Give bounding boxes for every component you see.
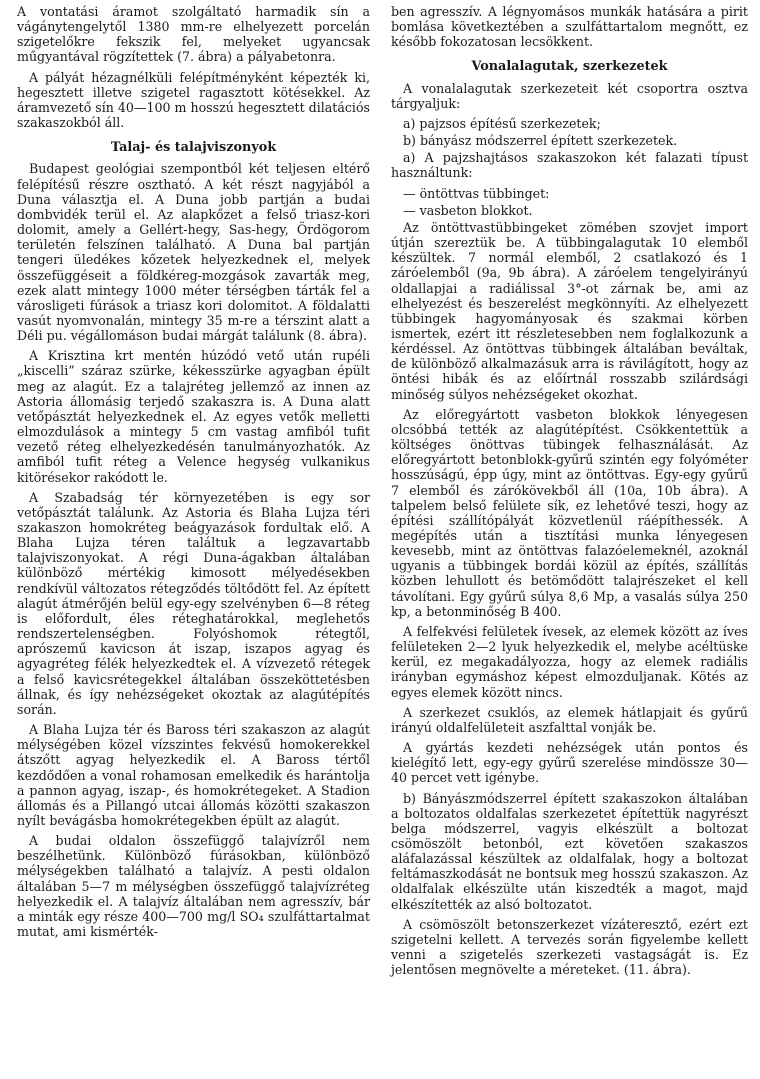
paragraph: Az előregyártott vasbeton blokkok lényegesen olcsóbbá tették az alagútépítést. Csökkentettük a költséges önöttvas tübingek felhasználását. Az előregyártott betonblokk-gyűrű szintén egy folyóméter hosszúságú, épp úgy, mint az öntöttvas. Egy-egy gyűrű 7 elemből és zárókövekből áll (10a, 10b ábra). A talpelem belső felülete sík, ez lehetővé teszi, hogy az építési szállítópályát közvetlenül ráépíthessék. A megépítés után a tisztítási munka lényegesen kevesebb, mint az öntöttvas falazóelemeknél, azoknál ugyanis a tübbingek bordái közül az építés, szállítás közben lehullott és betömődött talajrészeket el kell távolítani. Egy gyűrű súlya 8,6 Mp, a vasalás súlya 250 kp, a betonminőség B 400. — [391, 406, 748, 619]
list-item: a) pajzsos építésű szerkezetek; — [403, 115, 601, 131]
paragraph: A szerkezet csuklós, az elemek hátlapjait és gyűrű irányú oldalfelületeit aszfalttal vonják be. — [391, 704, 748, 735]
paragraph: A Blaha Lujza tér és Baross téri szakaszon az alagút mélységében közel vízszintes fekvésű homokerekkel átszőtt agyag helyezkedik el. A Baross tértől kezdődően a vonal rohamosan emelkedik és harántolja a pannon agyag, iszap-, és homokrétegeket. A Stadion állomás és a Pillangó utcai állomás közötti szakaszon nyílt bevágásba homokrétegekben épült az alagút. — [17, 722, 370, 828]
paragraph: A vonalalagutak szerkezeteit két csoportra osztva tárgyaljuk: — [391, 80, 748, 111]
left-column — [17, 4, 370, 944]
paragraph: a) A pajzshajtásos szakaszokon két falazati típust használtunk: — [391, 150, 748, 181]
paragraph: Az öntöttvastübbingeket zömében szovjet import útján szereztük be. A tübbingalagutak 10 elemből készültek. 7 normál elemből, 2 csatlakozó és 1 záróelemből (9a, 9b ábra). A záróelem tengelyirányú oldallapjai a radiálissal 3°-ot zárnak be, ami az elhelyezést és beszerelést megkönnyíti. Az elhelyezett tübbingek hagyományosak és szakmai körben ismertek, ezért itt részletesebben nem foglalkozunk a kérdéssel. Az öntöttvas tübbingek általában beváltak, de különböző alkalmazásuk arra is rávilágított, hogy az öntési hibák és az előírtnál rosszabb szilárdsági minőség súlyos nehézségeket okozhat. — [391, 219, 748, 402]
paragraph: ben agresszív. A légnyomásos munkák hatására a pirit bomlása következtében a szulfáttartalom megnőtt, ez később fokozatosan lecsökkent. — [391, 4, 748, 50]
paragraph: A gyártás kezdeti nehézségek után pontos és kielégítő lett, egy-egy gyűrű szerelése mindössze 30—40 percet vett igénybe. — [391, 740, 748, 786]
paragraph: A csömöszölt betonszerkezet vízáteresztő, ezért ezt szigetelni kellett. A tervezés során figyelembe kellett venni a szigetelés szerkezeti vastagságát is. Ez jelentősen megnövelte a méreteket. (11. ábra). — [391, 916, 748, 978]
paragraph: Budapest geológiai szempontból két teljesen eltérő felépítésű részre osztható. A két részt nagyjából a Duna választja el. A Duna jobb partján a budai dombvidék terül el. Az alapkőzet a felső triasz-kori dolomit, amely a Gellért-hegy, Sas-hegy, Ördögorom területén felszínen található. A Duna bal partján tengeri üledékes kőzetek helyezkednek el, melyek összefüggéseit a földkéreg-mozgások zavarták meg, ezek alatt mintegy 1000 méter térségben tárták fel a városligeti fúrások a triasz kori dolomitot. A földalatti vasút nyomvonalán, mintegy 35 m-re a térszint alatt a Déli pu. végállomáson budai márgát találunk (8. ábra). — [17, 161, 370, 344]
list-item: b) bányász módszerrel épített szerkezetek. — [403, 133, 678, 149]
paragraph: A Krisztina krt mentén húzódó vető után rupéli „kiscelli” száraz szürke, kékesszürke agyagban épült meg az alagút. Ez a talajréteg jellemző az innen az Astoria állomásig terjedő szakaszra is. A Duna alatt vetőpásztát helyezkednek el. Az egyes vetők melletti elmozdulások a mintegy 5 cm vastag amfiból tufit vezető réteg elhelyezkedésén tanulmányozhatók. Az amfiból tufit réteg a Velence hegység vulkanikus kitörésekor rakódott le. — [17, 348, 370, 485]
paragraph: A Szabadság tér környezetében is egy sor vetőpásztát találunk. Az Astoria és Blaha Lujza téri szakaszon homokréteg beágyazások fordultak elő. A Blaha Lujza téren találtuk a legzavartabb talajviszonyokat. A régi Duna-ágakban általában különböző mértékig kimosott mélyedésekben rendkívül változatos rétegződés töltődött fel. Az épített alagút átmérőjén belül egy-egy szelvényben 6—8 réteg is előfordult, éles réteghatárokkal, meglehetős rendszertelenségben. Folyóshomok rétegtől, aprószemű kavicson át iszap, iszapos agyag és agyagréteg félék helyezkedtek el. A vízvezető rétegek a felső kavicsrétegekkel általában összeköttetésben állnak, és így nehézségeket okoztak az alagútépítés során. — [17, 489, 370, 717]
paragraph: A pályát hézagnélküli felépítményként képezték ki, hegesztett illetve szigetel ragasztott kötésekkel. Az áramvezető sín 40—100 m hosszú hegesztett dilatációs szakaszokból áll. — [17, 69, 370, 131]
right-column — [391, 4, 748, 982]
paragraph: A felfekvési felületek ívesek, az elemek között az íves felületeken 2—2 lyuk helyezkedik el, melybe acéltüske kerül, ez megakadályozza, hogy az elemek radiális irányban egymáshoz képest elmozduljanak. Kötés az egyes elemek között nincs. — [391, 623, 748, 700]
paragraph: A vontatási áramot szolgáltató harmadik sín a vágánytengelytől 1380 mm-re elhelyezett porcelán szigetelőkre fekszik fel, melyeket ugyancsak műgyantával rögzítettek (7. ábra) a pályabetonra. — [17, 4, 370, 65]
list-item: — öntöttvas tübbinget: — [403, 185, 550, 201]
section-heading: Talaj- és talajviszonyok — [110, 140, 277, 156]
paragraph: A budai oldalon összefüggő talajvízről nem beszélhetünk. Különböző fúrásokban, különböző mélységekben található a talajvíz. A pesti oldalon általában 5—7 m mélységben összefüggő talajvízréteg helyezkedik el. A talajvíz általában nem agresszív, bár a minták egy része 400—700 mg/l SO₄ szulfáttartalmat mutat, ami kismérték- — [17, 833, 370, 940]
paragraph: b) Bányászmódszerrel épített szakaszokon általában a boltozatos oldalfalas szerkezetet építettük nagyrészt belga módszerrel, vagyis elkészült a boltozat csömöszölt betonból, ezt követően szakaszos aláfalazással készültek az oldalfalak, hogy a boltozat feltámaszkodását ne bontsuk meg hosszú szakaszon. Az oldalfalak elkészülte után kiszedték a magot, majd elkészítették az alsó boltozatot. — [391, 790, 748, 912]
list-item: — vasbeton blokkot. — [403, 202, 533, 218]
section-heading: Vonalalagutak, szerkezetek — [471, 59, 668, 75]
